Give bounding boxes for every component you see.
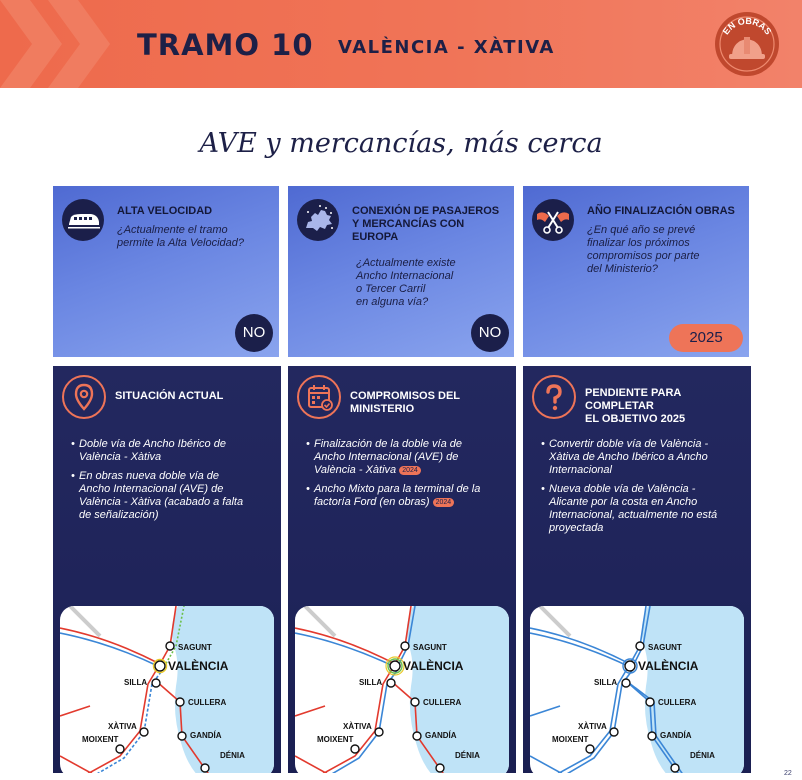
map-label-moixent: MOIXENT — [552, 735, 589, 744]
calendar-check-icon — [297, 375, 341, 419]
map-label-sagunt: SAGUNT — [178, 643, 212, 652]
europe-map-icon — [296, 198, 340, 242]
card-situacion-actual — [53, 366, 281, 773]
main-title: AVE y mercancías, más cerca — [199, 128, 603, 159]
map-label-cullera: CULLERA — [423, 698, 462, 707]
map-label-cullera: CULLERA — [188, 698, 227, 707]
year-tag: 2024 — [399, 466, 421, 475]
list-item: • Nueva doble vía de València - Alicante por la costa en Ancho Internacional, actualmente no está proyectada — [541, 483, 741, 535]
map-label-xativa: XÀTIVA — [578, 722, 607, 731]
map-label-silla: SILLA — [594, 678, 618, 687]
map-label-sagunt: SAGUNT — [648, 643, 682, 652]
map-label-gandia: GANDÍA — [425, 731, 457, 740]
card-conexion-europa — [288, 186, 514, 357]
header-banner — [0, 0, 802, 88]
card-alta-velocidad — [53, 186, 279, 357]
card-heading: SITUACIÓN ACTUAL — [115, 390, 224, 402]
list-item: • Finalización de la doble vía de Ancho Internacional (AVE) de València - Xàtiva 2024 — [306, 438, 506, 477]
list-item: • En obras nueva doble vía de Ancho Internacional (AVE) de València - Xàtiva (acabado a falta de señalización) — [71, 470, 271, 522]
year-tag: 2024 — [433, 498, 455, 507]
answer-badge: NO — [471, 314, 509, 352]
map-label-valencia: VALÈNCIA — [168, 659, 229, 673]
railway-map — [60, 606, 274, 773]
map-label-moixent: MOIXENT — [317, 735, 354, 744]
map-label-valencia: VALÈNCIA — [638, 659, 699, 673]
railway-map — [530, 606, 744, 773]
map-label-xativa: XÀTIVA — [343, 722, 372, 731]
section-title: TRAMO 10 — [137, 28, 314, 62]
card-pendiente-objetivo — [523, 366, 751, 773]
badge-text: EN OBRAS — [720, 15, 774, 37]
chevron-decoration-icon — [0, 0, 130, 88]
en-obras-badge-icon — [714, 11, 780, 77]
map-label-gandia: GANDÍA — [190, 731, 222, 740]
card-heading: ALTA VELOCIDAD — [117, 205, 213, 217]
map-label-silla: SILLA — [359, 678, 383, 687]
answer-badge: NO — [235, 314, 273, 352]
map-label-cullera: CULLERA — [658, 698, 697, 707]
map-label-denia: DÉNIA — [220, 751, 245, 760]
list-item: • Doble vía de Ancho Ibérico de València - Xàtiva — [71, 438, 271, 464]
card-heading: CONEXIÓN DE PASAJEROS Y MERCANCÍAS CON EUROPA — [352, 205, 500, 243]
bullet-list — [71, 438, 271, 528]
list-item: • Convertir doble vía de València - Xàtiva de Ancho Ibérico a Ancho Internacional — [541, 438, 741, 477]
bullet-list — [541, 438, 741, 541]
map-label-sagunt: SAGUNT — [413, 643, 447, 652]
railway-map — [295, 606, 509, 773]
map-label-valencia: VALÈNCIA — [403, 659, 464, 673]
page-corner-mark: 22 — [784, 770, 792, 777]
card-question: ¿En qué año se prevé finalizar los próximos compromisos por parte del Ministerio? — [587, 224, 700, 275]
card-question: ¿Actualmente el tramo permite la Alta Velocidad? — [117, 224, 244, 249]
train-icon — [61, 198, 105, 242]
card-heading: AÑO FINALIZACIÓN OBRAS — [587, 205, 735, 217]
card-compromisos-ministerio — [288, 366, 516, 773]
map-label-xativa: XÀTIVA — [108, 722, 137, 731]
card-heading: PENDIENTE PARA COMPLETAR EL OBJETIVO 2025 — [585, 387, 686, 425]
map-label-moixent: MOIXENT — [82, 735, 119, 744]
location-pin-icon — [62, 375, 106, 419]
ribbon-cutting-icon — [531, 198, 575, 242]
question-icon — [532, 375, 576, 419]
list-item: • Ancho Mixto para la terminal de la factoría Ford (en obras) 2024 — [306, 483, 506, 509]
map-label-denia: DÉNIA — [690, 751, 715, 760]
card-heading: COMPROMISOS DEL MINISTERIO — [350, 390, 460, 415]
card-ano-finalizacion — [523, 186, 749, 357]
map-label-silla: SILLA — [124, 678, 148, 687]
route-subtitle: VALÈNCIA - XÀTIVA — [338, 37, 555, 58]
answer-badge: 2025 — [669, 324, 743, 352]
bullet-list — [306, 438, 506, 515]
card-question: ¿Actualmente existe Ancho Internacional o Tercer Carril en alguna vía? — [356, 257, 456, 308]
map-label-gandia: GANDÍA — [660, 731, 692, 740]
map-label-denia: DÉNIA — [455, 751, 480, 760]
